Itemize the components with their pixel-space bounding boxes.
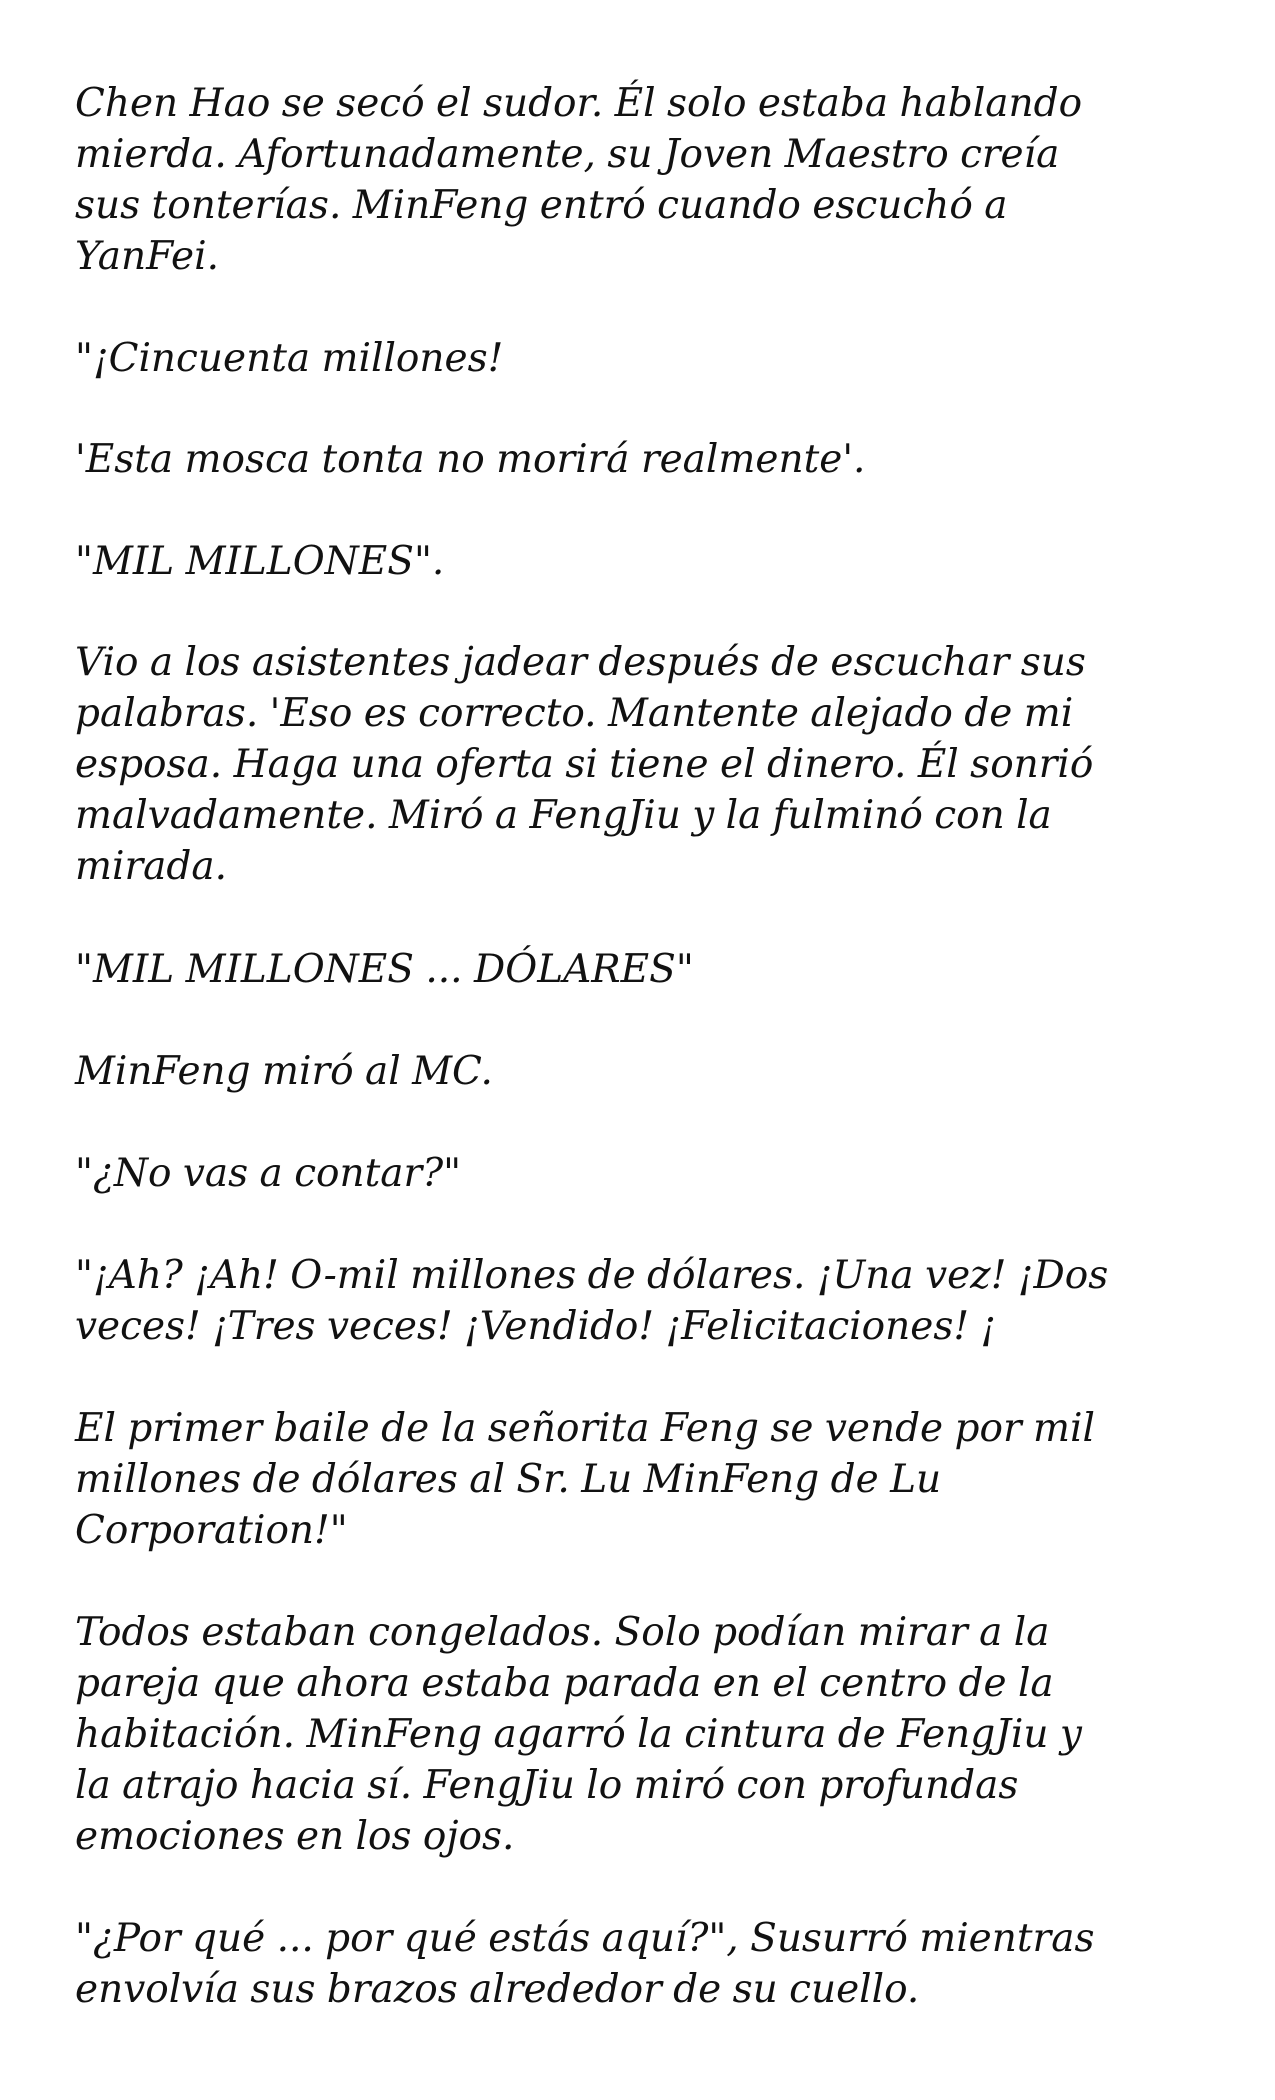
- text-line: palabras. 'Eso es correcto. Mantente alejado de mi: [75, 691, 1074, 736]
- text-line: mirada.: [75, 844, 227, 889]
- text-line: "¿No vas a contar?": [75, 1151, 462, 1196]
- paragraph: [75, 536, 1225, 587]
- paragraph: [75, 1250, 1225, 1352]
- text-line: "MIL MILLONES ... DÓLARES": [75, 947, 694, 992]
- text-line: MinFeng miró al MC.: [75, 1049, 493, 1094]
- text-line: YanFei.: [75, 234, 219, 279]
- paragraph: [75, 333, 1225, 384]
- paragraph: [75, 1046, 1225, 1097]
- paragraph: [75, 1148, 1225, 1199]
- text-line: "¡Cincuenta millones!: [75, 336, 504, 381]
- text-line: mierda. Afortunadamente, su Joven Maestro creía: [75, 132, 1060, 177]
- paragraph: [75, 1607, 1225, 1862]
- paragraph: [75, 434, 1225, 485]
- text-line: la atrajo hacia sí. FengJiu lo miró con profundas: [75, 1763, 1019, 1808]
- text-line: esposa. Haga una oferta si tiene el dinero. Él sonrió: [75, 742, 1094, 787]
- text-line: emociones en los ojos.: [75, 1814, 515, 1859]
- text-line: envolvía sus brazos alrededor de su cuello.: [75, 1967, 920, 2012]
- text-line: Corporation!": [75, 1508, 348, 1553]
- text-line: "MIL MILLONES".: [75, 539, 445, 584]
- paragraph: [75, 78, 1225, 282]
- text-line: Vio a los asistentes jadear después de escuchar sus: [75, 640, 1086, 685]
- text-line: Chen Hao se secó el sudor. Él solo estaba hablando: [75, 81, 1083, 126]
- text-line: 'Esta mosca tonta no morirá realmente'.: [75, 437, 866, 482]
- paragraph: [75, 1913, 1225, 2015]
- text-line: pareja que ahora estaba parada en el centro de la: [75, 1661, 1054, 1706]
- text-line: El primer baile de la señorita Feng se vende por mil: [75, 1406, 1095, 1451]
- text-line: Todos estaban congelados. Solo podían mirar a la: [75, 1610, 1050, 1655]
- text-line: veces! ¡Tres veces! ¡Vendido! ¡Felicitaciones! ¡: [75, 1304, 997, 1349]
- text-line: sus tonterías. MinFeng entró cuando escuchó a: [75, 183, 1008, 228]
- text-line: millones de dólares al Sr. Lu MinFeng de Lu: [75, 1457, 942, 1502]
- text-line: "¡Ah? ¡Ah! O-mil millones de dólares. ¡Una vez! ¡Dos: [75, 1253, 1109, 1298]
- text-line: habitación. MinFeng agarró la cintura de FengJiu y: [75, 1712, 1082, 1757]
- text-line: malvadamente. Miró a FengJiu y la fulminó con la: [75, 793, 1052, 838]
- paragraph: [75, 637, 1225, 892]
- text-line: "¿Por qué ... por qué estás aquí?", Susurró mientras: [75, 1916, 1095, 1961]
- paragraph: [75, 1403, 1225, 1556]
- paragraph: [75, 944, 1225, 995]
